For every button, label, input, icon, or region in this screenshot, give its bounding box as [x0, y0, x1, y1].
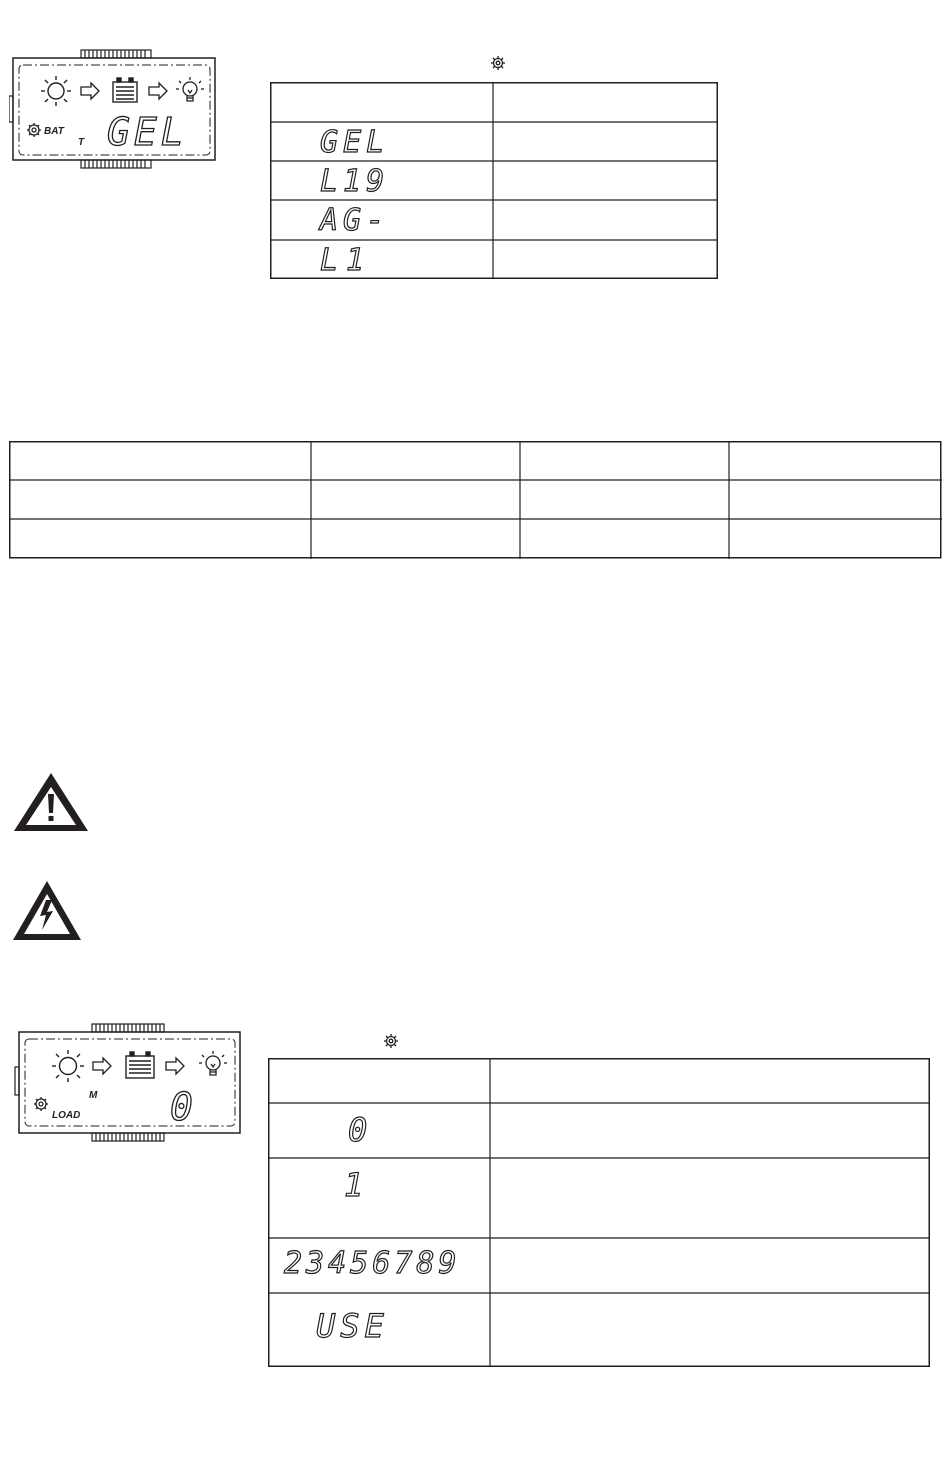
lcd-indicator-load: LOAD	[52, 1110, 81, 1121]
gear-icon	[27, 123, 41, 137]
table-row	[270, 161, 493, 200]
segment-code: AG-	[320, 203, 390, 238]
segment-code: 0	[348, 1111, 368, 1149]
lcd-bottom-connector	[92, 1133, 164, 1141]
battery-icon	[126, 1052, 154, 1078]
table-row	[270, 200, 493, 240]
lcd-flag-t: T	[78, 137, 85, 148]
sun-icon	[41, 76, 71, 106]
sun-icon	[52, 1050, 84, 1082]
segment-code: 1	[344, 1166, 364, 1204]
lcd-flag-m: M	[89, 1090, 98, 1101]
lcd-top-connector	[81, 50, 151, 58]
battery-icon	[113, 78, 137, 102]
arrow-right-icon	[149, 83, 167, 99]
table-row	[268, 1293, 490, 1367]
segment-code: L1	[320, 243, 373, 278]
battery-type-table	[270, 82, 718, 279]
segment-code: GEL	[320, 125, 390, 160]
segment-code: USE	[316, 1307, 389, 1345]
table-row	[268, 1158, 490, 1238]
arrow-right-icon	[166, 1058, 184, 1074]
load-mode-table	[268, 1058, 930, 1367]
arrow-right-icon	[81, 83, 99, 99]
lcd-indicator-bat: BAT	[44, 126, 64, 137]
table-row	[270, 122, 493, 161]
segment-code: 23456789	[284, 1246, 461, 1281]
empty-parameter-table	[9, 441, 942, 559]
lcd-top-connector	[92, 1024, 164, 1032]
electric-hazard-icon	[10, 878, 84, 944]
lcd-bottom-connector	[81, 160, 151, 168]
table-row	[270, 240, 493, 279]
lcd-value-display: 0	[170, 1085, 193, 1129]
lcd-panel-load	[14, 1021, 244, 1145]
warning-icon	[11, 770, 91, 834]
lcd-value-display: GEL	[107, 110, 188, 154]
lcd-panel-battery	[9, 46, 219, 174]
segment-code: L19	[320, 164, 390, 199]
gear-icon	[34, 1097, 48, 1111]
bulb-icon	[199, 1051, 227, 1075]
bulb-icon	[176, 77, 204, 101]
gear-icon	[382, 1032, 400, 1050]
table-row	[268, 1103, 490, 1158]
gear-icon	[489, 54, 507, 72]
arrow-right-icon	[93, 1058, 111, 1074]
table-row	[268, 1238, 490, 1293]
